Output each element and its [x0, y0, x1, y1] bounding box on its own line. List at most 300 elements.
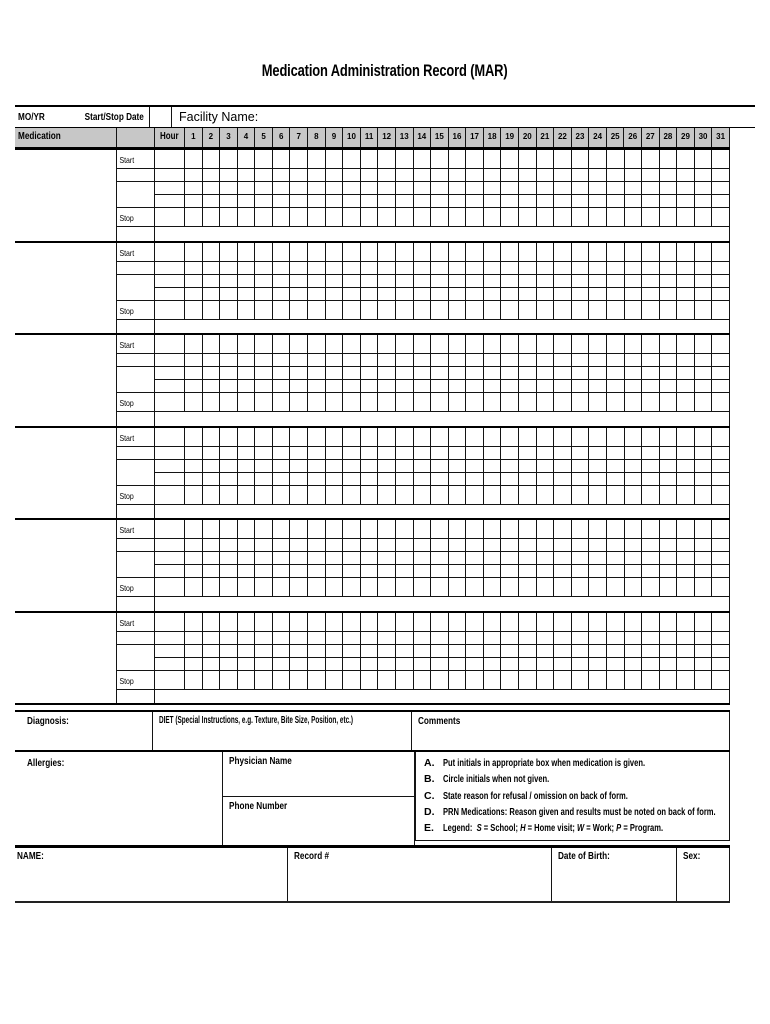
day-cell[interactable]: [625, 169, 643, 182]
day-cell[interactable]: [326, 632, 344, 645]
month-year-cell[interactable]: [15, 107, 150, 127]
day-cell[interactable]: [677, 262, 695, 275]
day-cell[interactable]: [396, 428, 414, 447]
day-cell[interactable]: [625, 150, 643, 169]
day-cell[interactable]: [361, 645, 379, 658]
day-cell[interactable]: [185, 275, 203, 288]
day-cell[interactable]: [414, 208, 432, 227]
day-cell[interactable]: [378, 473, 396, 486]
day-cell[interactable]: [414, 578, 432, 597]
day-cell[interactable]: [255, 645, 273, 658]
day-cell[interactable]: [273, 169, 291, 182]
day-cell[interactable]: [695, 539, 713, 552]
day-cell[interactable]: [625, 243, 643, 262]
day-cell[interactable]: [677, 208, 695, 227]
day-cell[interactable]: [273, 354, 291, 367]
day-cell[interactable]: [431, 208, 449, 227]
hour-cell[interactable]: [155, 460, 185, 473]
day-cell[interactable]: [589, 354, 607, 367]
day-cell[interactable]: [537, 275, 555, 288]
day-cell[interactable]: [589, 367, 607, 380]
day-cell[interactable]: [238, 447, 256, 460]
day-cell[interactable]: [712, 354, 730, 367]
day-cell[interactable]: [501, 367, 519, 380]
day-cell[interactable]: [238, 460, 256, 473]
day-cell[interactable]: [677, 243, 695, 262]
day-cell[interactable]: [343, 486, 361, 505]
spacer-date-cell[interactable]: [117, 227, 155, 240]
day-cell[interactable]: [396, 671, 414, 690]
day-cell[interactable]: [290, 473, 308, 486]
day-cell[interactable]: [185, 208, 203, 227]
day-cell[interactable]: [519, 275, 537, 288]
day-cell[interactable]: [695, 169, 713, 182]
hour-cell[interactable]: [155, 520, 185, 539]
day-cell[interactable]: [203, 428, 221, 447]
day-cell[interactable]: [660, 367, 678, 380]
day-cell[interactable]: [625, 473, 643, 486]
day-cell[interactable]: [642, 658, 660, 671]
day-cell[interactable]: [660, 552, 678, 565]
day-cell[interactable]: [642, 539, 660, 552]
day-cell[interactable]: [308, 658, 326, 671]
day-cell[interactable]: [642, 520, 660, 539]
day-cell[interactable]: [712, 150, 730, 169]
day-cell[interactable]: [642, 393, 660, 412]
day-cell[interactable]: [396, 460, 414, 473]
day-cell[interactable]: [378, 169, 396, 182]
date-cell[interactable]: [117, 275, 155, 301]
day-cell[interactable]: [449, 288, 467, 301]
day-cell[interactable]: [625, 182, 643, 195]
day-cell[interactable]: [554, 150, 572, 169]
day-cell[interactable]: [185, 486, 203, 505]
day-cell[interactable]: [255, 354, 273, 367]
day-cell[interactable]: [484, 288, 502, 301]
day-cell[interactable]: [642, 301, 660, 320]
day-cell[interactable]: [466, 262, 484, 275]
day-cell[interactable]: [466, 520, 484, 539]
day-cell[interactable]: [449, 578, 467, 597]
day-cell[interactable]: [255, 169, 273, 182]
day-cell[interactable]: [449, 150, 467, 169]
day-cell[interactable]: [572, 473, 590, 486]
day-cell[interactable]: [537, 301, 555, 320]
day-cell[interactable]: [466, 613, 484, 632]
day-cell[interactable]: [537, 578, 555, 597]
day-cell[interactable]: [484, 243, 502, 262]
hour-cell[interactable]: [155, 367, 185, 380]
day-cell[interactable]: [308, 578, 326, 597]
day-cell[interactable]: [660, 539, 678, 552]
day-cell[interactable]: [695, 367, 713, 380]
day-cell[interactable]: [677, 393, 695, 412]
day-cell[interactable]: [220, 335, 238, 354]
day-cell[interactable]: [255, 288, 273, 301]
day-cell[interactable]: [589, 393, 607, 412]
day-cell[interactable]: [220, 354, 238, 367]
day-cell[interactable]: [712, 552, 730, 565]
day-cell[interactable]: [343, 428, 361, 447]
day-cell[interactable]: [220, 169, 238, 182]
day-cell[interactable]: [396, 208, 414, 227]
sex-cell[interactable]: [676, 848, 730, 901]
day-cell[interactable]: [343, 539, 361, 552]
day-cell[interactable]: [625, 565, 643, 578]
day-cell[interactable]: [255, 520, 273, 539]
day-cell[interactable]: [431, 671, 449, 690]
day-cell[interactable]: [466, 632, 484, 645]
spacer-row-cell[interactable]: [155, 227, 730, 240]
day-cell[interactable]: [572, 520, 590, 539]
day-cell[interactable]: [326, 182, 344, 195]
day-cell[interactable]: [519, 447, 537, 460]
day-cell[interactable]: [537, 658, 555, 671]
day-cell[interactable]: [203, 150, 221, 169]
day-cell[interactable]: [466, 288, 484, 301]
day-cell[interactable]: [273, 275, 291, 288]
day-cell[interactable]: [414, 195, 432, 208]
day-cell[interactable]: [396, 243, 414, 262]
day-cell[interactable]: [326, 565, 344, 578]
day-cell[interactable]: [466, 565, 484, 578]
day-cell[interactable]: [414, 354, 432, 367]
day-cell[interactable]: [677, 195, 695, 208]
day-cell[interactable]: [220, 182, 238, 195]
day-cell[interactable]: [431, 195, 449, 208]
day-cell[interactable]: [203, 393, 221, 412]
day-cell[interactable]: [660, 354, 678, 367]
day-cell[interactable]: [290, 428, 308, 447]
day-cell[interactable]: [712, 335, 730, 354]
day-cell[interactable]: [290, 486, 308, 505]
day-cell[interactable]: [642, 208, 660, 227]
day-cell[interactable]: [449, 243, 467, 262]
date-cell[interactable]: [117, 460, 155, 486]
day-cell[interactable]: [519, 613, 537, 632]
day-cell[interactable]: [589, 243, 607, 262]
day-cell[interactable]: [343, 354, 361, 367]
day-cell[interactable]: [484, 335, 502, 354]
day-cell[interactable]: [449, 632, 467, 645]
day-cell[interactable]: [554, 565, 572, 578]
day-cell[interactable]: [607, 671, 625, 690]
day-cell[interactable]: [431, 243, 449, 262]
day-cell[interactable]: [238, 428, 256, 447]
day-cell[interactable]: [466, 460, 484, 473]
day-cell[interactable]: [607, 578, 625, 597]
day-cell[interactable]: [396, 354, 414, 367]
day-cell[interactable]: [431, 473, 449, 486]
day-cell[interactable]: [642, 552, 660, 565]
day-cell[interactable]: [255, 380, 273, 393]
day-cell[interactable]: [466, 335, 484, 354]
day-cell[interactable]: [677, 486, 695, 505]
day-cell[interactable]: [361, 182, 379, 195]
day-cell[interactable]: [414, 169, 432, 182]
day-cell[interactable]: [695, 613, 713, 632]
day-cell[interactable]: [501, 473, 519, 486]
day-cell[interactable]: [290, 447, 308, 460]
date-cell[interactable]: [117, 182, 155, 208]
day-cell[interactable]: [589, 658, 607, 671]
day-cell[interactable]: [396, 658, 414, 671]
day-cell[interactable]: [554, 578, 572, 597]
day-cell[interactable]: [255, 539, 273, 552]
day-cell[interactable]: [414, 380, 432, 393]
day-cell[interactable]: [273, 645, 291, 658]
day-cell[interactable]: [484, 393, 502, 412]
day-cell[interactable]: [660, 520, 678, 539]
day-cell[interactable]: [660, 393, 678, 412]
day-cell[interactable]: [220, 380, 238, 393]
hour-cell[interactable]: [155, 243, 185, 262]
day-cell[interactable]: [290, 169, 308, 182]
day-cell[interactable]: [484, 195, 502, 208]
day-cell[interactable]: [414, 182, 432, 195]
day-cell[interactable]: [343, 367, 361, 380]
day-cell[interactable]: [519, 195, 537, 208]
day-cell[interactable]: [572, 671, 590, 690]
day-cell[interactable]: [326, 539, 344, 552]
day-cell[interactable]: [572, 658, 590, 671]
day-cell[interactable]: [255, 182, 273, 195]
day-cell[interactable]: [607, 428, 625, 447]
day-cell[interactable]: [290, 195, 308, 208]
day-cell[interactable]: [589, 262, 607, 275]
day-cell[interactable]: [396, 262, 414, 275]
day-cell[interactable]: [501, 150, 519, 169]
day-cell[interactable]: [449, 335, 467, 354]
date-cell[interactable]: [117, 552, 155, 578]
day-cell[interactable]: [642, 460, 660, 473]
day-cell[interactable]: [642, 150, 660, 169]
day-cell[interactable]: [326, 486, 344, 505]
date-cell[interactable]: [117, 367, 155, 393]
day-cell[interactable]: [554, 486, 572, 505]
day-cell[interactable]: [343, 335, 361, 354]
day-cell[interactable]: [519, 671, 537, 690]
day-cell[interactable]: [537, 195, 555, 208]
day-cell[interactable]: [501, 262, 519, 275]
day-cell[interactable]: [255, 208, 273, 227]
day-cell[interactable]: [378, 578, 396, 597]
day-cell[interactable]: [589, 275, 607, 288]
day-cell[interactable]: [607, 658, 625, 671]
date-cell[interactable]: [117, 539, 155, 552]
day-cell[interactable]: [255, 460, 273, 473]
day-cell[interactable]: [378, 486, 396, 505]
day-cell[interactable]: [273, 632, 291, 645]
day-cell[interactable]: [484, 208, 502, 227]
start-date-cell[interactable]: [117, 613, 155, 632]
day-cell[interactable]: [431, 520, 449, 539]
day-cell[interactable]: [484, 150, 502, 169]
day-cell[interactable]: [203, 195, 221, 208]
day-cell[interactable]: [185, 671, 203, 690]
day-cell[interactable]: [625, 539, 643, 552]
day-cell[interactable]: [695, 632, 713, 645]
day-cell[interactable]: [396, 195, 414, 208]
day-cell[interactable]: [589, 288, 607, 301]
day-cell[interactable]: [501, 275, 519, 288]
day-cell[interactable]: [308, 354, 326, 367]
day-cell[interactable]: [273, 262, 291, 275]
day-cell[interactable]: [501, 671, 519, 690]
day-cell[interactable]: [185, 565, 203, 578]
day-cell[interactable]: [290, 182, 308, 195]
day-cell[interactable]: [449, 301, 467, 320]
day-cell[interactable]: [642, 335, 660, 354]
day-cell[interactable]: [378, 393, 396, 412]
day-cell[interactable]: [449, 182, 467, 195]
day-cell[interactable]: [203, 671, 221, 690]
day-cell[interactable]: [290, 552, 308, 565]
day-cell[interactable]: [449, 428, 467, 447]
day-cell[interactable]: [677, 520, 695, 539]
day-cell[interactable]: [238, 671, 256, 690]
day-cell[interactable]: [607, 354, 625, 367]
day-cell[interactable]: [625, 275, 643, 288]
day-cell[interactable]: [625, 447, 643, 460]
day-cell[interactable]: [695, 243, 713, 262]
day-cell[interactable]: [466, 301, 484, 320]
day-cell[interactable]: [326, 393, 344, 412]
medication-cell[interactable]: [15, 335, 117, 426]
day-cell[interactable]: [414, 393, 432, 412]
day-cell[interactable]: [607, 473, 625, 486]
day-cell[interactable]: [343, 632, 361, 645]
day-cell[interactable]: [537, 367, 555, 380]
day-cell[interactable]: [238, 354, 256, 367]
day-cell[interactable]: [185, 262, 203, 275]
day-cell[interactable]: [519, 552, 537, 565]
day-cell[interactable]: [308, 447, 326, 460]
day-cell[interactable]: [396, 447, 414, 460]
spacer-row-cell[interactable]: [155, 412, 730, 425]
day-cell[interactable]: [660, 335, 678, 354]
day-cell[interactable]: [203, 658, 221, 671]
day-cell[interactable]: [378, 208, 396, 227]
day-cell[interactable]: [326, 473, 344, 486]
day-cell[interactable]: [572, 578, 590, 597]
day-cell[interactable]: [712, 393, 730, 412]
day-cell[interactable]: [554, 275, 572, 288]
day-cell[interactable]: [290, 539, 308, 552]
day-cell[interactable]: [466, 578, 484, 597]
day-cell[interactable]: [572, 539, 590, 552]
day-cell[interactable]: [255, 262, 273, 275]
day-cell[interactable]: [519, 393, 537, 412]
day-cell[interactable]: [537, 262, 555, 275]
day-cell[interactable]: [537, 169, 555, 182]
day-cell[interactable]: [361, 552, 379, 565]
day-cell[interactable]: [660, 169, 678, 182]
day-cell[interactable]: [431, 565, 449, 578]
day-cell[interactable]: [378, 367, 396, 380]
day-cell[interactable]: [255, 578, 273, 597]
day-cell[interactable]: [572, 150, 590, 169]
day-cell[interactable]: [378, 645, 396, 658]
day-cell[interactable]: [238, 565, 256, 578]
day-cell[interactable]: [326, 335, 344, 354]
spacer-date-cell[interactable]: [117, 505, 155, 518]
day-cell[interactable]: [466, 195, 484, 208]
day-cell[interactable]: [203, 243, 221, 262]
medication-cell[interactable]: [15, 613, 117, 704]
day-cell[interactable]: [572, 169, 590, 182]
day-cell[interactable]: [484, 613, 502, 632]
day-cell[interactable]: [554, 288, 572, 301]
day-cell[interactable]: [589, 486, 607, 505]
day-cell[interactable]: [396, 486, 414, 505]
day-cell[interactable]: [378, 658, 396, 671]
day-cell[interactable]: [712, 208, 730, 227]
day-cell[interactable]: [642, 578, 660, 597]
day-cell[interactable]: [255, 367, 273, 380]
day-cell[interactable]: [343, 393, 361, 412]
day-cell[interactable]: [695, 150, 713, 169]
day-cell[interactable]: [396, 552, 414, 565]
day-cell[interactable]: [537, 243, 555, 262]
day-cell[interactable]: [695, 447, 713, 460]
day-cell[interactable]: [343, 208, 361, 227]
day-cell[interactable]: [343, 169, 361, 182]
day-cell[interactable]: [449, 520, 467, 539]
day-cell[interactable]: [712, 520, 730, 539]
day-cell[interactable]: [308, 460, 326, 473]
day-cell[interactable]: [537, 208, 555, 227]
hour-cell[interactable]: [155, 195, 185, 208]
day-cell[interactable]: [554, 447, 572, 460]
day-cell[interactable]: [519, 428, 537, 447]
day-cell[interactable]: [449, 658, 467, 671]
day-cell[interactable]: [484, 447, 502, 460]
day-cell[interactable]: [414, 565, 432, 578]
phone-number-cell[interactable]: [223, 797, 414, 844]
day-cell[interactable]: [290, 380, 308, 393]
day-cell[interactable]: [537, 552, 555, 565]
day-cell[interactable]: [695, 552, 713, 565]
day-cell[interactable]: [607, 613, 625, 632]
day-cell[interactable]: [537, 460, 555, 473]
day-cell[interactable]: [466, 658, 484, 671]
day-cell[interactable]: [607, 243, 625, 262]
day-cell[interactable]: [326, 658, 344, 671]
day-cell[interactable]: [343, 447, 361, 460]
day-cell[interactable]: [308, 613, 326, 632]
medication-cell[interactable]: [15, 520, 117, 611]
day-cell[interactable]: [361, 671, 379, 690]
day-cell[interactable]: [431, 486, 449, 505]
day-cell[interactable]: [712, 380, 730, 393]
day-cell[interactable]: [712, 367, 730, 380]
day-cell[interactable]: [203, 486, 221, 505]
day-cell[interactable]: [695, 393, 713, 412]
day-cell[interactable]: [431, 460, 449, 473]
day-cell[interactable]: [361, 335, 379, 354]
day-cell[interactable]: [519, 182, 537, 195]
day-cell[interactable]: [572, 288, 590, 301]
day-cell[interactable]: [607, 301, 625, 320]
day-cell[interactable]: [431, 613, 449, 632]
spacer-row-cell[interactable]: [155, 505, 730, 518]
day-cell[interactable]: [554, 613, 572, 632]
hour-cell[interactable]: [155, 473, 185, 486]
header-gap-cell[interactable]: [150, 107, 172, 127]
day-cell[interactable]: [431, 275, 449, 288]
day-cell[interactable]: [273, 486, 291, 505]
